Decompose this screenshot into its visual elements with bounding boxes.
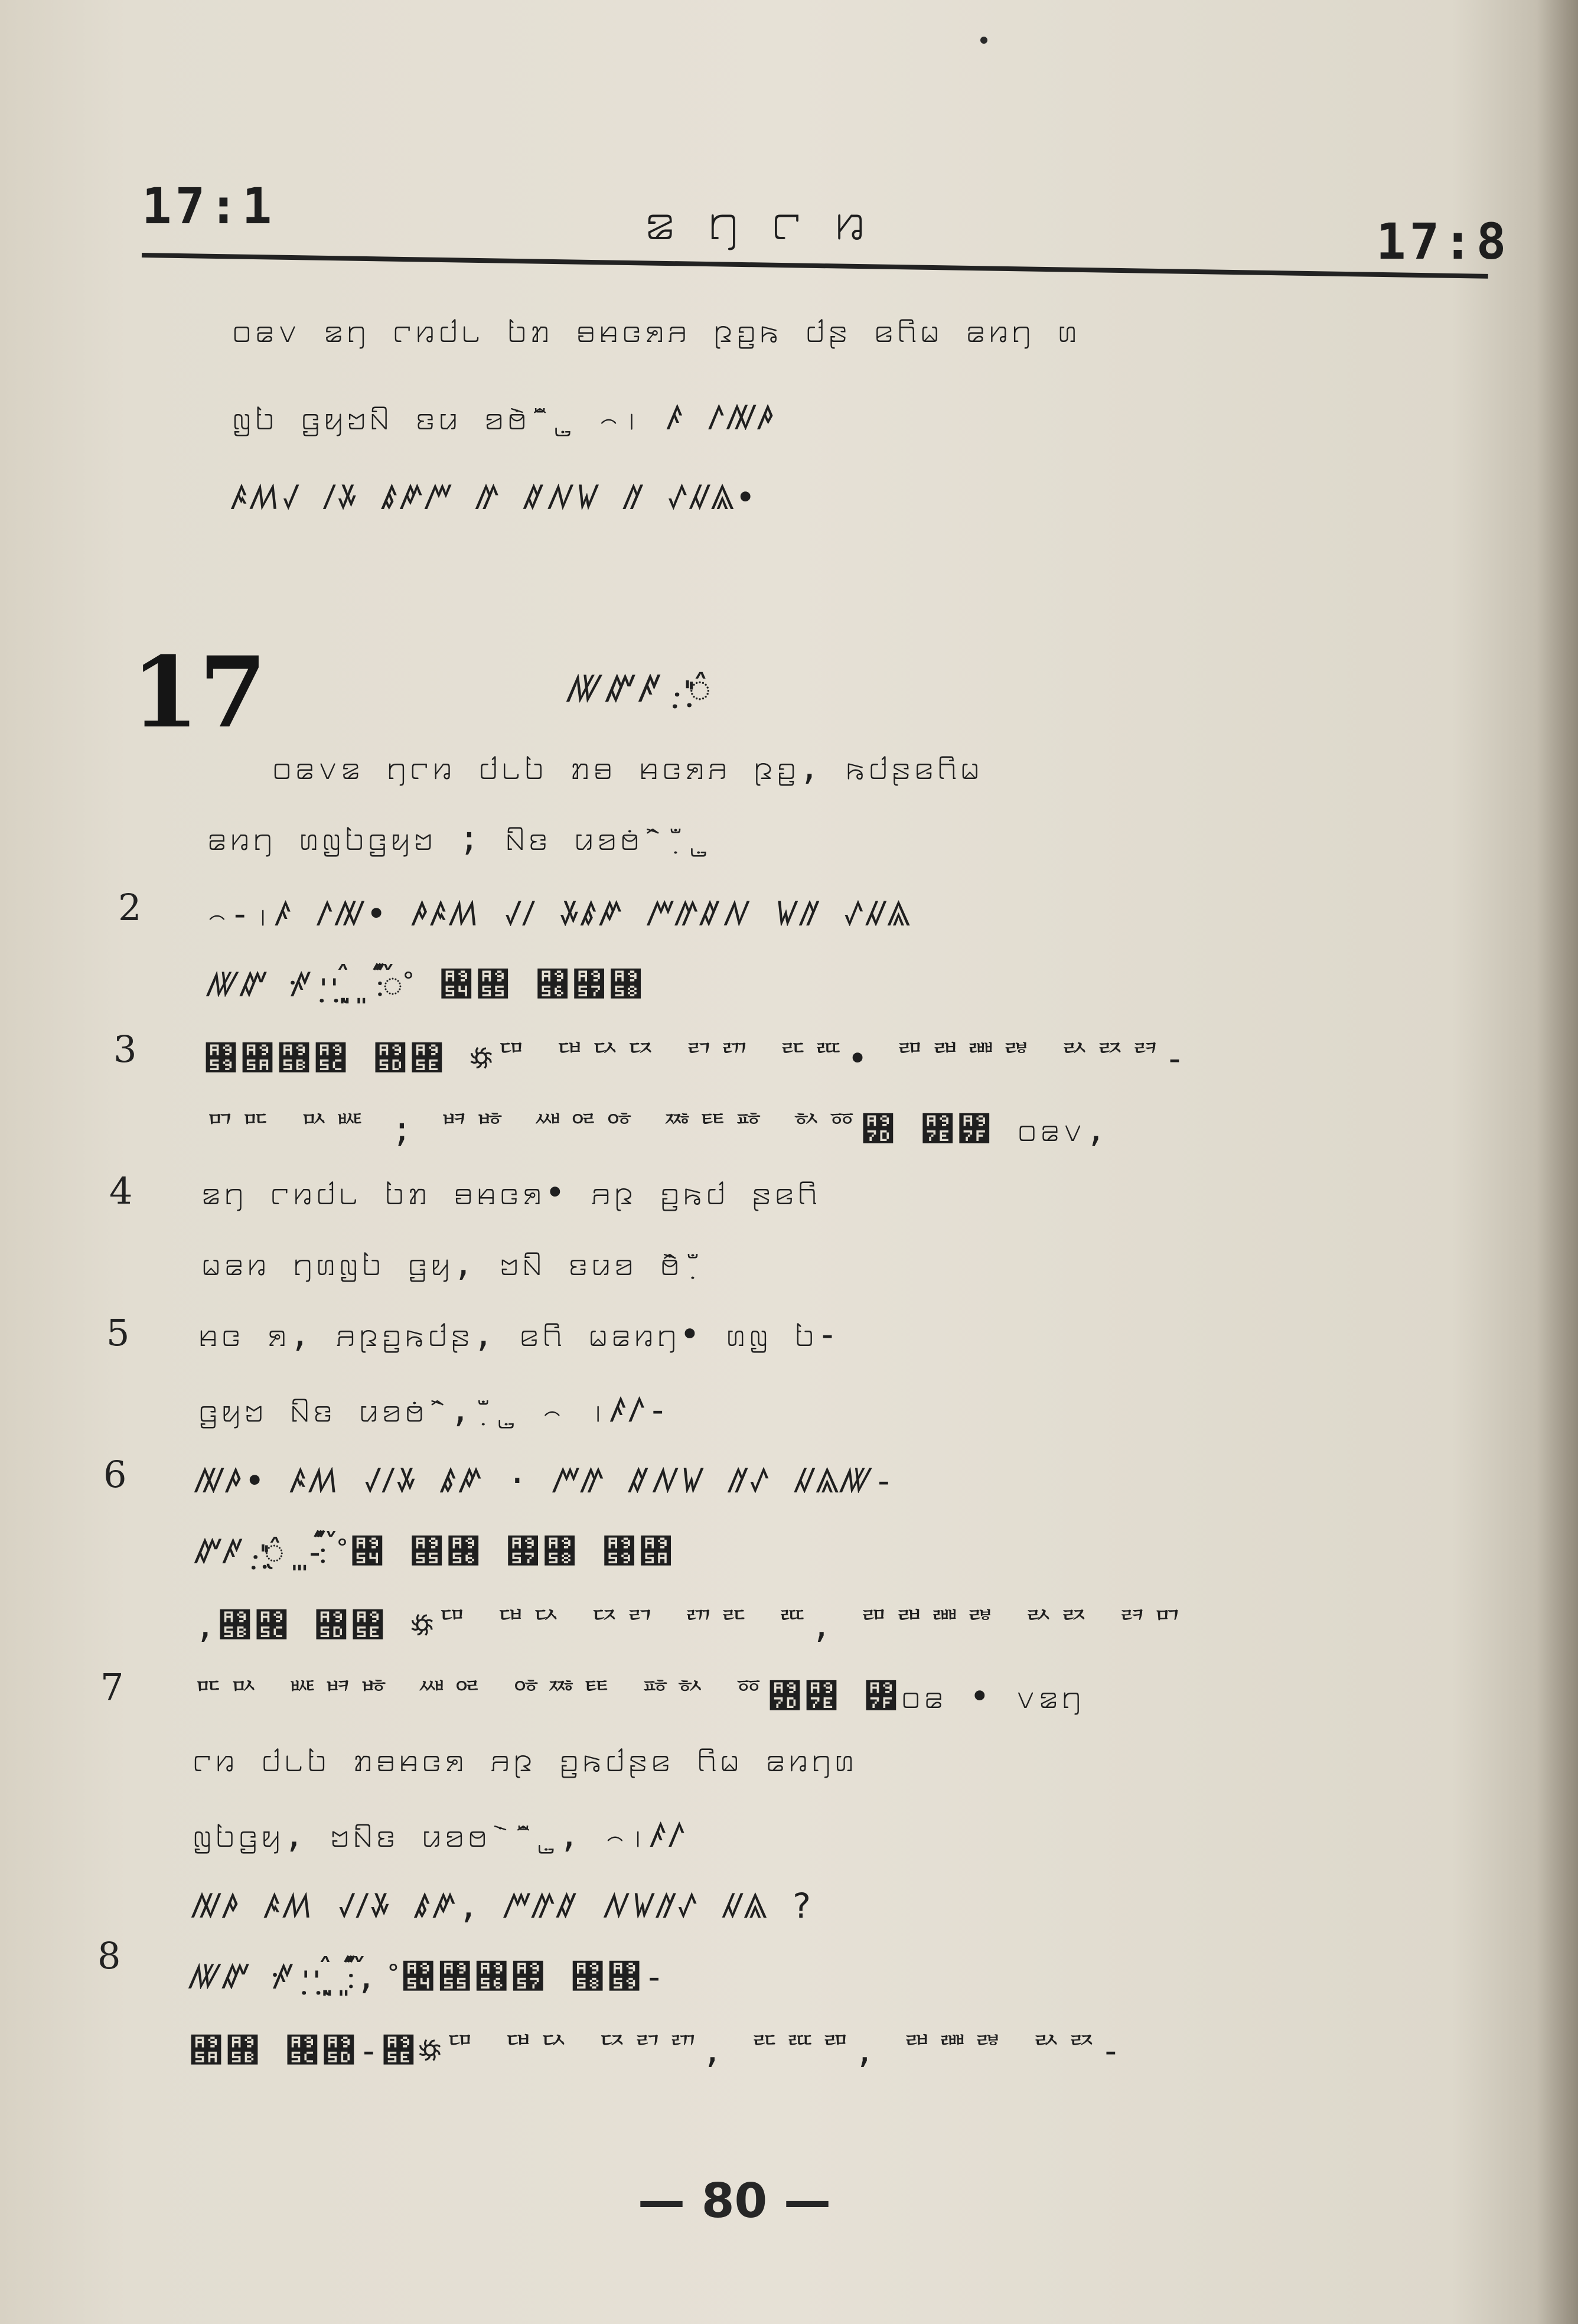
body-line: ꤅꤆ ꤇꤈꤉ ꤊꤋꤌꤍꤎ ꤏꤐ ꤑꤒꤓꤔꤕ ꤖꤗ ꤘꤙꤚꤛ xyxy=(192,1739,857,1779)
verse-number: 4 xyxy=(109,1169,133,1212)
verse-number: 2 xyxy=(118,886,142,929)
chapter-title: ꥄꥅꥆ ꥇꥈ ꥉꥊꥋ xyxy=(567,667,716,711)
body-line: ꤞꤟꤠ ꤡꤢ ꤣꤤꤥꤦ ꤧꤨ, ꤩꤪ꤫ ꤬꤭ ꤮ ꤯ꤰꤱ- xyxy=(198,1390,671,1430)
body-line: ꤮-꤯ꤰ ꤱꤲ• ꤳꤴꤵ ꤶꤷ ꤸꤹꤺ ꤻꤼꤽꤾ ꤿꥀ ꥁꥂꥃ xyxy=(207,894,912,934)
body-line: ꥅꥆ ꥇꥈ ꥉꥊꥋꥌ ꥍꥎ ꥏꥐ-ꥑꥒ ꥓꥔ ꥕꥖ ꥗꥘ ꥙꥚ xyxy=(195,1531,676,1572)
verse-number: 7 xyxy=(100,1665,124,1709)
verse-number: 5 xyxy=(106,1311,130,1354)
body-line: ,꥛꥜ ꥝꥞ ꥟ꥠ ꥡꥢ ꥣꥤ ꥥꥦ ꥧ, ꥨꥩꥪꥫ ꥬꥭ ꥮꥯ xyxy=(195,1605,1187,1645)
chapter-number: 17 xyxy=(131,635,267,749)
header-rule xyxy=(142,253,1488,279)
body-line: ꥯꥰ ꥱꥲ ; ꥳꥴ ꥵꥶꥷ ꥸꥹꥺ ꥻꥼ꥽ ꥾꥿ ꤀꤁꤂, xyxy=(204,1109,1108,1149)
intro-line: ꤀꤁꤂ ꤃꤄ ꤅꤆꤇꤈ ꤉ꤊ ꤋꤌꤍꤎꤏ ꤐꤑꤒ ꤓꤔ ꤕꤖꤗ ꤘꤙꤚ ꤛ xyxy=(232,310,1080,350)
print-speck xyxy=(980,37,987,44)
running-header-title: ꤃꤄꤅꤆ xyxy=(644,189,897,252)
body-line: ꤘꤙꤚ ꤛꤜꤝꤞꤟꤠ ; ꤡꤢ ꤣꤤꤥꤦ ꤧꤨ ꤩꤪ꤫ ꤬꤭ xyxy=(207,818,712,858)
intro-line: ꤴꤵꤶ ꤷꤸ ꤹꤺꤻ ꤼ ꤽꤾꤿ ꥀ ꥁꥂꥃ• xyxy=(232,477,758,517)
body-line: ꥄꥅ ꥆꥇ ꥈꥉ ꥊꥋ ꥌꥍ ꥎꥏꥐ ꥑꥒ, ꥓꥔꥕꥖꥗ ꥘꥙- xyxy=(189,1957,667,1997)
page-number: — 80 — xyxy=(638,2173,832,2228)
header-left-reference: 17:1 xyxy=(142,177,276,235)
body-line: ꥰꥱ ꥲꥳꥴ ꥵꥶ ꥷꥸꥹ ꥺꥻ ꥼ꥽꥾ ꥿꤀꤁ • ꤂꤃꤄ xyxy=(192,1676,1084,1716)
body-line: ꥙꥚꥛꥜ ꥝꥞ ꥟ꥠ ꥡꥢꥣ ꥤꥥ ꥦꥧ• ꥨꥩꥪꥫ ꥬꥭꥮ- xyxy=(204,1038,1188,1078)
body-line: ꥄꥅ ꥆꥇ ꥈꥉ ꥊꥋ ꥌꥍ ꥎ ꥏꥐ ꥑꥒ꥓ ꥔꥕ ꥖꥗꥘ xyxy=(207,964,645,1005)
header-right-reference: 17:8 xyxy=(1376,213,1510,270)
body-line: ꤗꤘꤙ ꤚꤛꤜꤝ ꤞꤟ, ꤠꤡ ꤢꤣꤤ ꤥꤦꤧꤨ ꤩꤪ꤫ xyxy=(201,1243,706,1283)
verse-number: 8 xyxy=(97,1934,121,1977)
body-line: ꤲꤳ ꤴꤵ ꤶꤷꤸ ꤹꤺ, ꤻꤼꤽ ꤾꤿꥀꥁ ꥂꥃ ? xyxy=(192,1886,814,1926)
verse-number: 3 xyxy=(113,1028,137,1071)
verse-number: 6 xyxy=(103,1453,127,1496)
page-edge-shadow xyxy=(1537,0,1578,2324)
body-line: ꥚꥛ ꥜꥝-꥞꥟ꥠ ꥡꥢ ꥣꥤꥥ, ꥦꥧꥨ, ꥩꥪꥫ ꥬꥭ- xyxy=(189,2030,1124,2071)
intro-line: ꤜꤝ ꤞꤟꤠꤡ ꤢꤣ ꤤꤥꤦꤧ ꤨꤩꤪ ꤫꤬꤭ ꤮꤯ ꤰ ꤱꤲꤳ xyxy=(232,397,777,438)
body-line: ꤀꤁꤂꤃ ꤄꤅꤆ ꤇꤈꤉ ꤊꤋ ꤌꤍꤎꤏ ꤐꤑ, ꤒꤓꤔꤕꤖꤗ xyxy=(272,747,983,787)
body-line: ꤌꤍ ꤎ, ꤏꤐꤑꤒꤓꤔ, ꤕꤖ ꤗꤘꤙꤚ• ꤛꤜ ꤝ- xyxy=(198,1314,840,1354)
body-line: ꤲꤳ• ꤴꤵ ꤶꤷꤸ ꤹꤺ · ꤻꤼ ꤽꤾꤿ ꥀꥁ ꥂꥃꥄ- xyxy=(195,1461,896,1501)
body-line: ꤃꤄ ꤅꤆꤇꤈ ꤉ꤊ ꤋꤌꤍꤎ• ꤏꤐ ꤑꤒꤓ ꤔꤕꤖ xyxy=(201,1172,820,1212)
body-line: ꤜꤝꤞꤟ, ꤠꤡꤢ ꤣꤤꤥ ꤦꤧ ꤨꤩꤪ ꤫꤬꤭, ꤮꤯ꤰꤱ xyxy=(192,1815,687,1855)
